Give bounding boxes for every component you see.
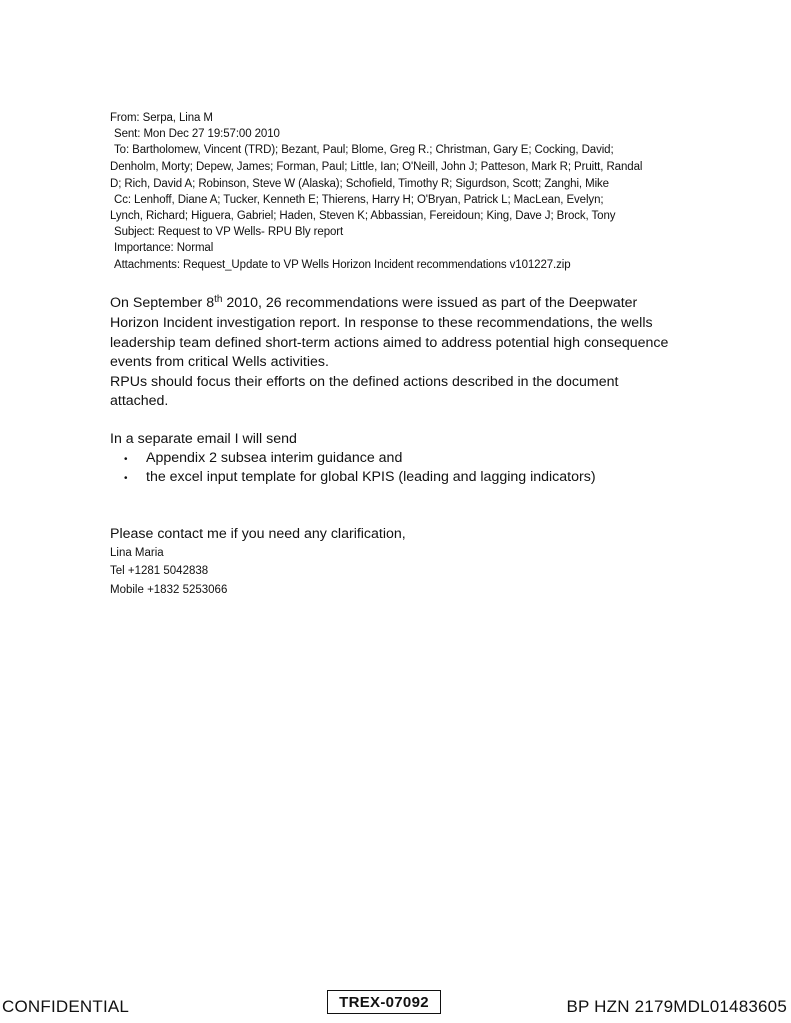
closing-line: Please contact me if you need any clarification, <box>110 526 406 542</box>
sent-line: Sent: Mon Dec 27 19:57:00 2010 <box>114 128 280 140</box>
para1-sup: th <box>214 294 223 305</box>
bullet-dot-icon: • <box>124 473 128 484</box>
exhibit-stamp: TREX-07092 <box>327 990 441 1014</box>
paragraph-2-line-2: attached. <box>110 393 169 409</box>
para1-pre: On September 8 <box>110 295 215 311</box>
bullet-item-2 <box>124 468 596 489</box>
cc-line-1: Cc: Lenhoff, Diane A; Tucker, Kenneth E; Thierens, Harry H; O'Bryan, Patrick L; MacLean, Evelyn; <box>114 194 604 206</box>
to-line-3: D; Rich, David A; Robinson, Steve W (Alaska); Schofield, Timothy R; Sigurdson, Scott; Zanghi, Mike <box>110 178 609 190</box>
bates-number: BP HZN 2179MDL01483605 <box>566 997 787 1016</box>
bullet-text-2: the excel input template for global KPIS (leading and lagging indicators) <box>146 469 596 485</box>
paragraph-1-line-2: Horizon Incident investigation report. In response to these recommendations, the wells <box>110 315 653 331</box>
separate-email-intro: In a separate email I will send <box>110 431 297 447</box>
subject-line: Subject: Request to VP Wells- RPU Bly report <box>114 226 344 238</box>
from-line: From: Serpa, Lina M <box>110 112 213 124</box>
paragraph-1-line-3: leadership team defined short-term actions aimed to address potential high consequence <box>110 335 669 351</box>
paragraph-2-line-1: RPUs should focus their efforts on the defined actions described in the document <box>110 374 619 390</box>
bullet-dot-icon: • <box>124 454 128 465</box>
paragraph-1-first-line <box>110 294 710 314</box>
importance-line: Importance: Normal <box>114 242 214 254</box>
bullet-text-1: Appendix 2 subsea interim guidance and <box>146 450 403 466</box>
para1-post: 2010, 26 recommendations were issued as part of the Deepwater <box>222 295 638 311</box>
to-line-1: To: Bartholomew, Vincent (TRD); Bezant, Paul; Blome, Greg R.; Christman, Gary E; Cocking, David; <box>114 144 614 156</box>
confidential-label: CONFIDENTIAL <box>2 997 130 1016</box>
paragraph-1-line-4: events from critical Wells activities. <box>110 354 329 370</box>
cc-line-2: Lynch, Richard; Higuera, Gabriel; Haden, Steven K; Abbassian, Fereidoun; King, Dave J; Brock, Tony <box>110 210 616 222</box>
attachments-line: Attachments: Request_Update to VP Wells Horizon Incident recommendations v101227.zip <box>114 259 571 271</box>
to-line-2: Denholm, Morty; Depew, James; Forman, Paul; Little, Ian; O'Neill, John J; Patteson, Mark R; Pruitt, Randal <box>110 161 643 173</box>
signature-tel: Tel +1281 5042838 <box>110 565 209 577</box>
signature-name: Lina Maria <box>110 547 164 559</box>
signature-mobile: Mobile +1832 5253066 <box>110 584 228 596</box>
bullet-item-1 <box>124 449 402 470</box>
